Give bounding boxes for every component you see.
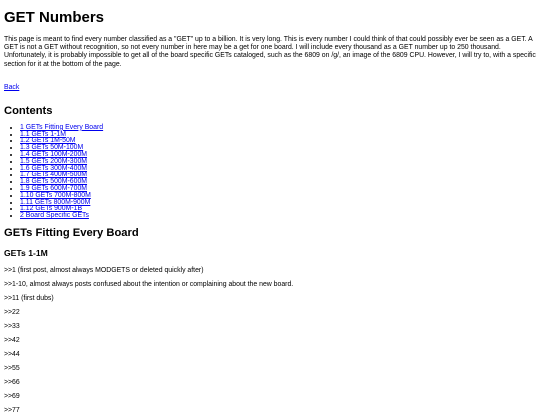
toc-link-gets-900m-1b[interactable]: 1.12 GETs 900M-1B — [20, 205, 83, 213]
list-item: >>77 — [4, 406, 20, 414]
toc-item — [20, 186, 536, 193]
toc-link-gets-700m-800m[interactable]: 1.10 GETs 700M-800M — [20, 191, 91, 199]
list-item: >>1-10, almost always posts confused about the intention or complaining about the new board. — [4, 280, 294, 288]
list-item: >>44 — [4, 350, 20, 358]
list-item: >>69 — [4, 392, 20, 400]
toc-item — [20, 179, 536, 186]
table-of-contents — [4, 125, 536, 220]
toc-item — [20, 213, 536, 220]
toc-item — [20, 152, 536, 159]
list-item: >>11 (first dubs) — [4, 294, 54, 302]
list-item: >>22 — [4, 308, 20, 316]
toc-link-gets-300m-400m[interactable]: 1.6 GETs 300M-400M — [20, 164, 88, 172]
toc-link-gets-1-1m[interactable]: 1.1 GETs 1-1M — [20, 130, 66, 138]
toc-link-gets-600m-700m[interactable]: 1.9 GETs 600M-700M — [20, 184, 88, 192]
toc-item — [20, 125, 536, 132]
toc-link-gets-500m-600m[interactable]: 1.8 GETs 500M-600M — [20, 178, 88, 186]
list-item: >>1 (first post, almost always MODGETS or deleted quickly after) — [4, 266, 204, 274]
toc-item — [20, 132, 536, 139]
toc-link-gets-1m-50m[interactable]: 1.2 GETs 1M-50M — [20, 137, 76, 145]
toc-item — [20, 193, 536, 200]
toc-item — [20, 172, 536, 179]
toc-item — [20, 159, 536, 166]
contents-heading: Contents — [4, 104, 53, 117]
toc-link-gets-fitting-every-board[interactable]: 1 GETs Fitting Every Board — [20, 123, 104, 131]
back-link[interactable]: Back — [4, 83, 20, 91]
page — [0, 9, 540, 415]
intro-paragraph: This page is meant to find every number classified as a "GET" up to a billion. It is very long. This is every number I could think of that could possibly ever be seen as a GET. A GET is not a GET without recognition, so not every number in here may be a get for one board. I will include every thousand as a GET number up to 250 thousand. Unfortunately, it is probably impossible to get all of the board specific GETs cataloged, such as the 6809 on /g/, an image of the 6809 CPU. However, I will try to, with a specific section for it at the bottom of the page. — [4, 36, 536, 68]
toc-link-gets-200m-300m[interactable]: 1.5 GETs 200M-300M — [20, 157, 88, 165]
toc-link-gets-800m-900m[interactable]: 1.11 GETs 800M-900M — [20, 198, 91, 206]
toc-item — [20, 206, 536, 213]
page-title: GET Numbers — [4, 9, 105, 26]
section-heading: GETs Fitting Every Board — [4, 226, 139, 239]
toc-item — [20, 200, 536, 207]
toc-link-board-specific-gets[interactable]: 2 Board Specific GETs — [20, 212, 89, 220]
list-item: >>42 — [4, 336, 20, 344]
toc-item — [20, 166, 536, 173]
list-item: >>66 — [4, 378, 20, 386]
toc-item — [20, 145, 536, 152]
toc-item — [20, 138, 536, 145]
subsection-heading: GETs 1-1M — [4, 247, 48, 258]
toc-link-gets-400m-500m[interactable]: 1.7 GETs 400M-500M — [20, 171, 88, 179]
list-item: >>55 — [4, 364, 20, 372]
toc-link-gets-50m-100m[interactable]: 1.3 GETs 50M-100M — [20, 144, 84, 152]
toc-link-gets-100m-200m[interactable]: 1.4 GETs 100M-200M — [20, 151, 88, 158]
list-item: >>33 — [4, 322, 20, 330]
